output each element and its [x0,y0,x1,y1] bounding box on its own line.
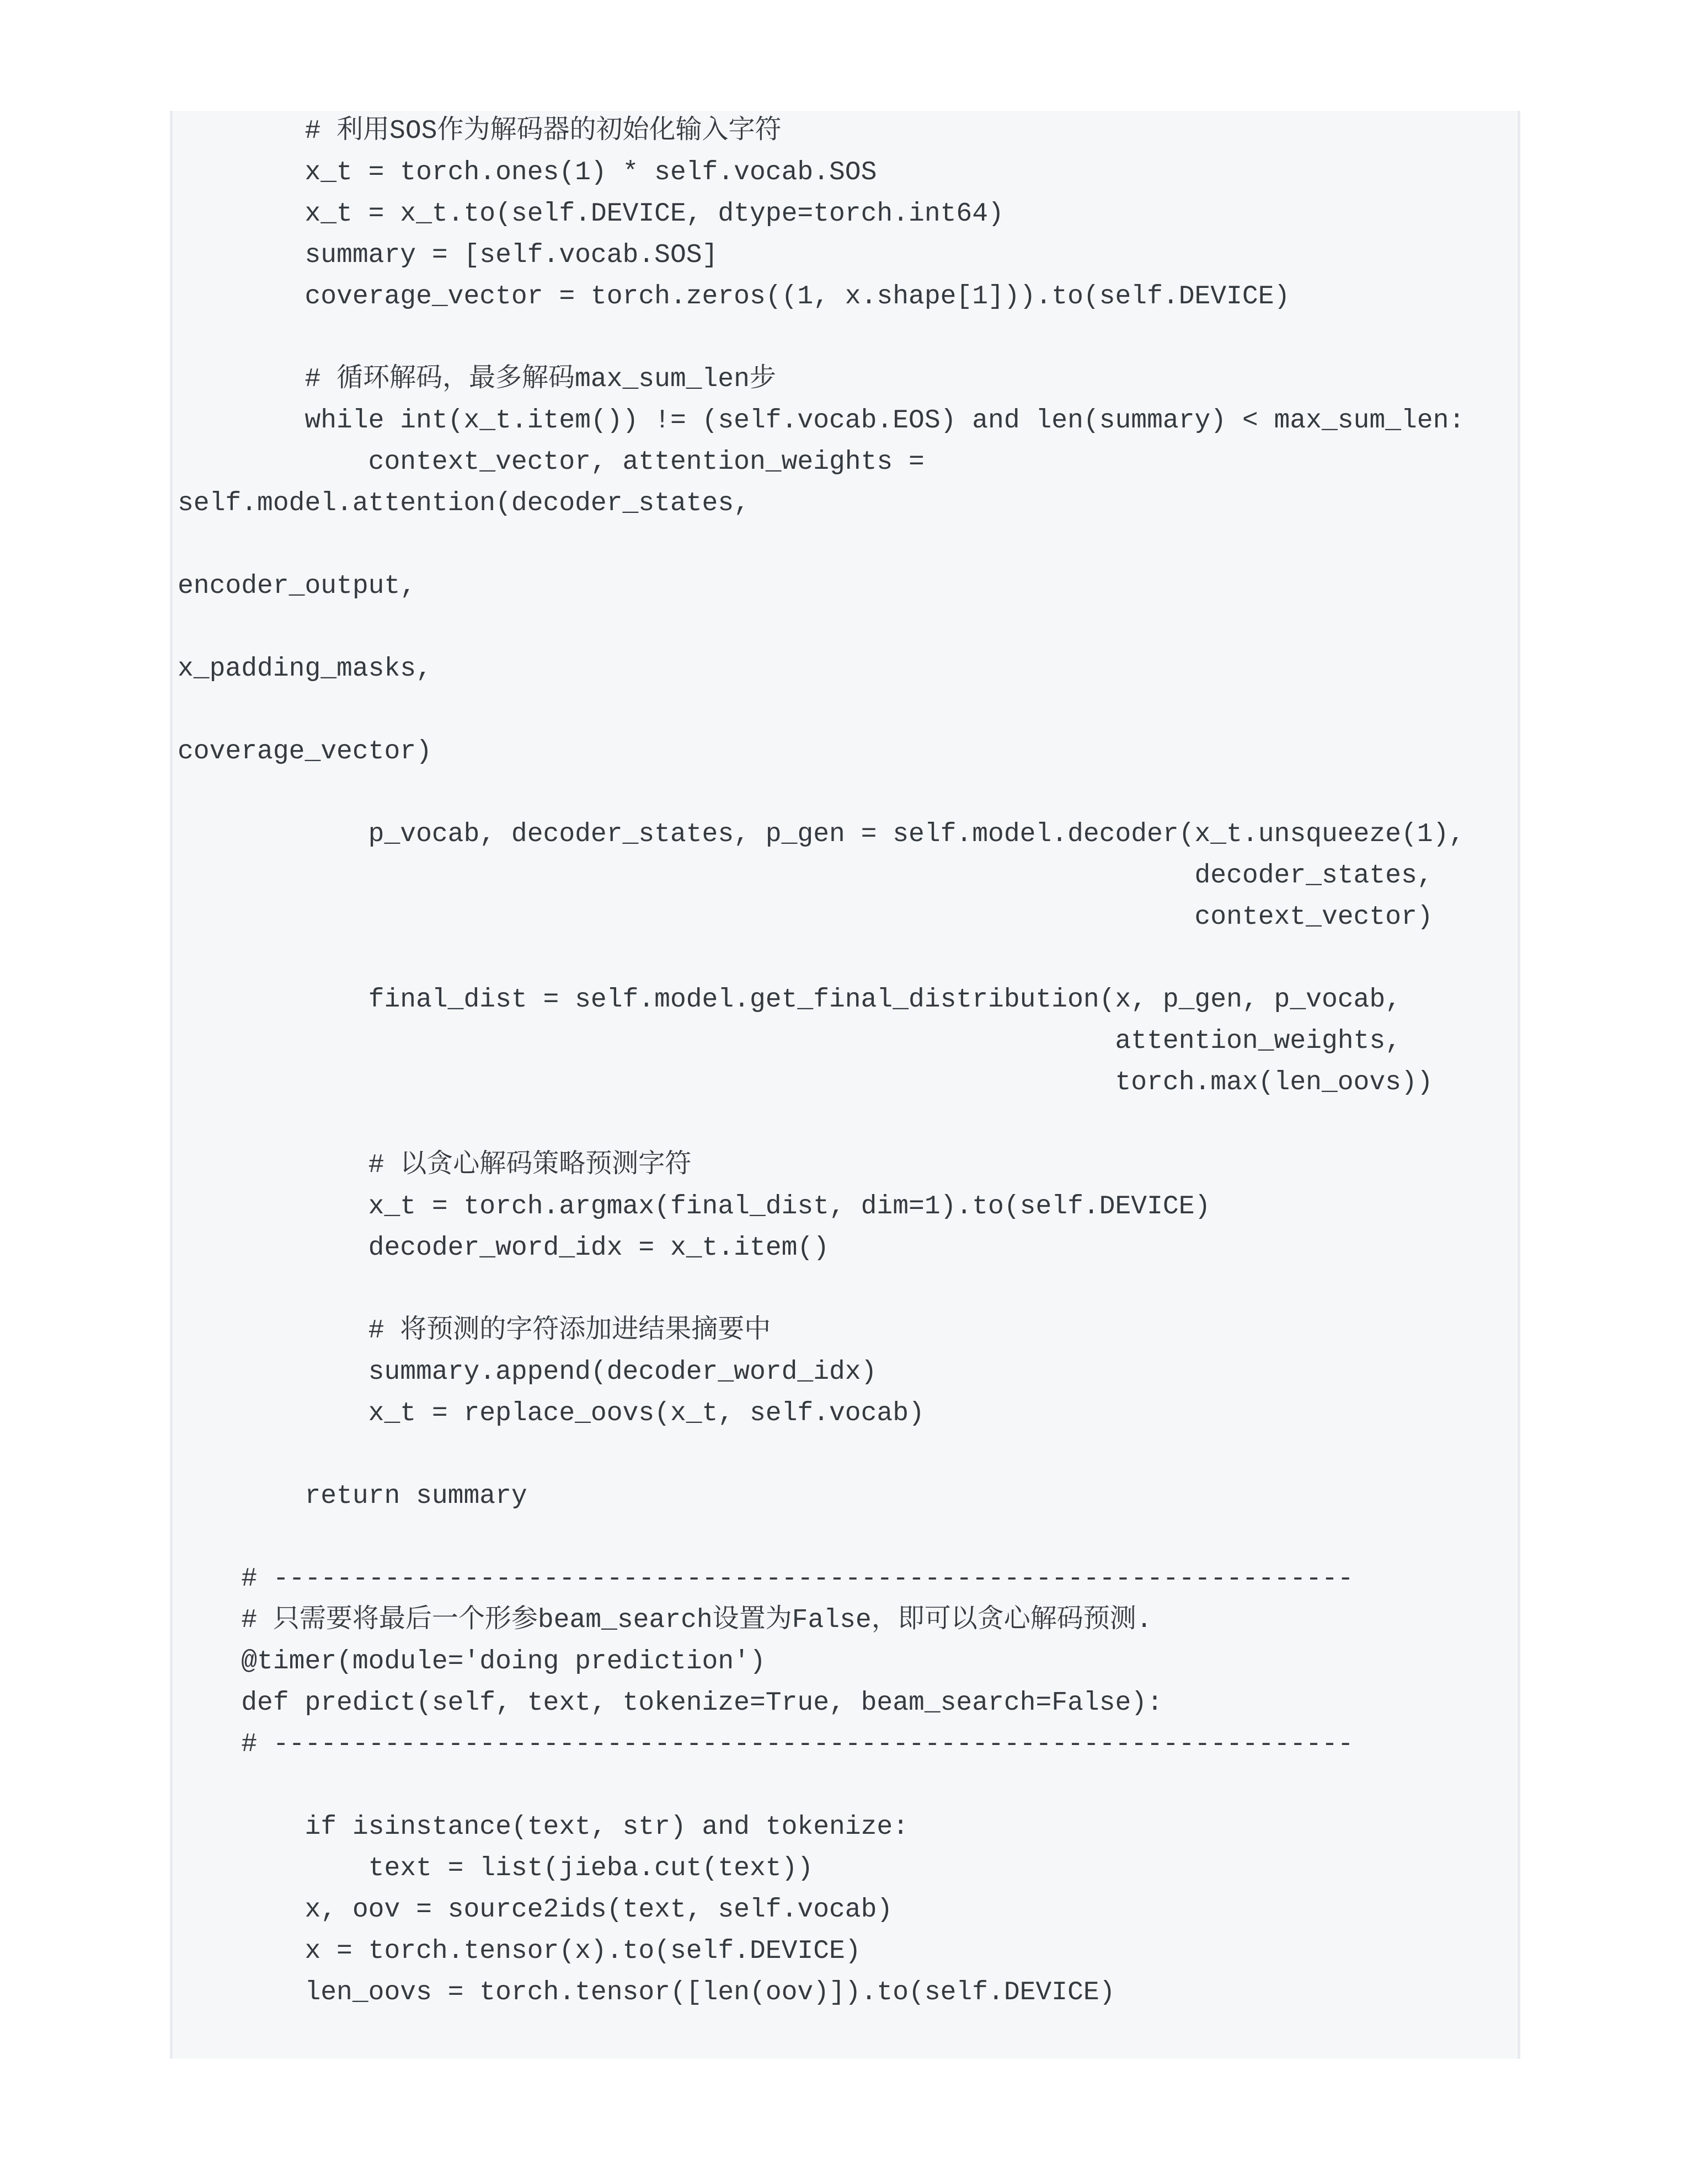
code-line: p_vocab, decoder_states, p_gen = self.model.decoder(x_t.unsqueeze(1), [178,820,1465,849]
code-line: x_padding_masks, [178,654,432,684]
code-line [178,1517,1518,1559]
code-line [178,1104,1518,1145]
code-line: context_vector) [178,902,1433,932]
code-line: # -------------------------------------------------------------------- [178,1564,1354,1594]
code-line [178,1269,1518,1310]
code-line [178,607,1518,649]
code-line: summary = [self.vocab.SOS] [178,240,718,270]
code-line: context_vector, attention_weights = [178,447,925,477]
code-line [178,773,1518,814]
code-block [173,111,1518,2014]
code-line: # 以贪心解码策略预测字符 [178,1150,692,1180]
code-line [178,938,1518,979]
code-line: text = list(jieba.cut(text)) [178,1854,814,1883]
code-line: @timer(module='doing prediction') [178,1647,766,1677]
code-line: self.model.attention(decoder_states, [178,489,750,518]
code-line: # 利用SOS作为解码器的初始化输入字符 [178,116,782,146]
code-line: coverage_vector) [178,737,432,767]
code-line: # 只需要将最后一个形参beam_search设置为False，即可以贪心解码预测. [178,1605,1152,1635]
code-line: x_t = x_t.to(self.DEVICE, dtype=torch.int64) [178,199,1004,229]
code-line: final_dist = self.model.get_final_distribution(x, p_gen, p_vocab, [178,985,1401,1015]
code-line: # 将预测的字符添加进结果摘要中 [178,1316,771,1346]
code-line: # -------------------------------------------------------------------- [178,1730,1354,1759]
code-line: # 循环解码，最多解码max_sum_len步 [178,365,776,394]
code-panel [170,111,1520,2059]
code-line [178,1434,1518,1476]
code-line [178,1765,1518,1807]
code-line: if isinstance(text, str) and tokenize: [178,1812,909,1842]
code-line: return summary [178,1481,527,1511]
code-line: len_oovs = torch.tensor([len(oov)]).to(self.DEVICE) [178,1978,1115,2008]
code-line: coverage_vector = torch.zeros((1, x.shape[1])).to(self.DEVICE) [178,282,1290,312]
code-line: def predict(self, text, tokenize=True, beam_search=False): [178,1688,1163,1718]
code-line: x_t = torch.ones(1) * self.vocab.SOS [178,158,877,188]
code-line [178,524,1518,566]
code-line: x = torch.tensor(x).to(self.DEVICE) [178,1936,861,1966]
code-line [178,318,1518,359]
code-line: attention_weights, [178,1026,1401,1056]
code-line: encoder_output, [178,571,416,601]
code-line [178,690,1518,731]
code-line: x_t = torch.argmax(final_dist, dim=1).to(self.DEVICE) [178,1192,1211,1222]
code-line: summary.append(decoder_word_idx) [178,1357,877,1387]
code-line: while int(x_t.item()) != (self.vocab.EOS) and len(summary) < max_sum_len: [178,406,1465,436]
code-line: decoder_states, [178,861,1433,891]
code-line: decoder_word_idx = x_t.item() [178,1233,829,1263]
code-line: torch.max(len_oovs)) [178,1068,1433,1098]
code-line: x, oov = source2ids(text, self.vocab) [178,1895,893,1925]
code-line: x_t = replace_oovs(x_t, self.vocab) [178,1399,925,1428]
